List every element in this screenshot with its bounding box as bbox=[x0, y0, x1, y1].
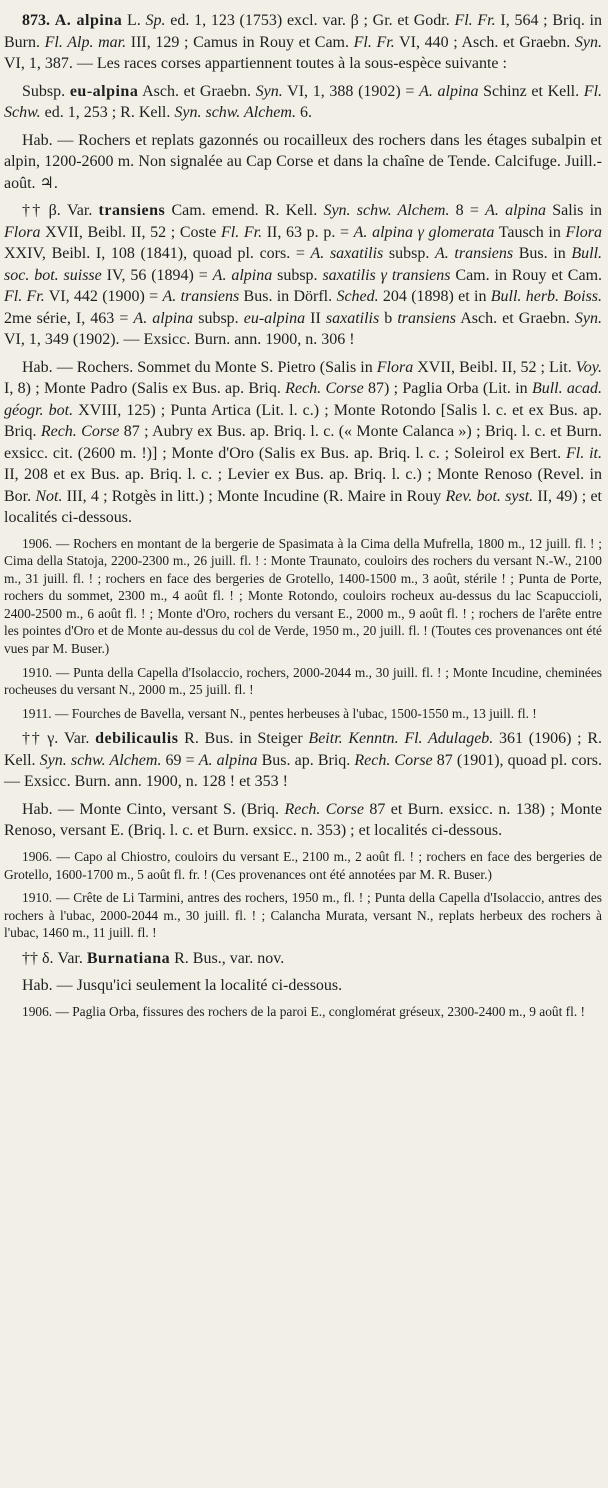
species-name: A. alpina bbox=[54, 12, 123, 29]
variety-beta-transiens: †† β. Var. transiens Cam. emend. R. Kell. Syn. schw. Alchem. 8 = A. alpina Salis in Flora XVII, Beibl. II, 52 ; Coste Fl. Fr. II, 63 p. p. = A. alpina γ glomerata Tausch in Flora XXIV, Beibl. I, 108 (1841), quoad pl. cors. = A. saxatilis subsp. A. transiens Bus. in Bull. soc. bot. suisse IV, 56 (1894) = A. alpina subsp. saxatilis γ transiens Cam. in Rouy et Cam. Fl. Fr. VI, 442 (1900) = A. transiens Bus. in Dörfl. Sched. 204 (1898) et in Bull. herb. Boiss. 2me série, I, 463 = A. alpina subsp. eu-alpina II saxatilis b transiens Asch. et Graebn. Syn. VI, 1, 349 (1902). — Exsicc. Burn. ann. 1900, n. 306 ! bbox=[4, 202, 603, 348]
observation-beta-1906: 1906. — Rochers en montant de la bergerie de Spasimata à la Cima della Mufrella, 1800 m., 12 juill. fl. ! ; Cima della Statoja, 2200-2300 m., 26 juill. fl. ! : Monte Traunato, couloirs des rochers du versant N.-W., 2100 m., 31 juill. fl. ! ; rochers en face des bergeries de Grotello, 1400-1500 m., 3 août, stérile ! ; Punta de Porte, rochers du sommet, 2300 m., 4 août fl. ! ; Monte Rotondo, couloirs rocheux au-dessus du lac Scapuccioli, 2400-2500 m., 6 août fl. ! ; Monte d'Oro, rochers du versant E., 2000 m., 9 août fl. ! ; rochers de l'arête entre les pointes d'Oro et de Monte au-dessus du col de Verde, 1950 m., 20 juill. fl. ! (Toutes ces provenances ont été vues par M. Buser.) bbox=[4, 535, 602, 657]
variety-marker: †† δ. bbox=[22, 949, 54, 967]
entry-873-alpina: 873. A. alpina L. Sp. ed. 1, 123 (1753) excl. var. β ; Gr. et Godr. Fl. Fr. I, 564 ; Briq. in Burn. Fl. Alp. mar. III, 129 ; Camus in Rouy et Cam. Fl. Fr. VI, 440 ; Asch. et Graebn. Syn. VI, 1, 387. — Les races corses appartiennent toutes à la sous-espèce suivante : bbox=[4, 12, 603, 72]
variety-marker: †† β. bbox=[22, 202, 61, 219]
habitat-gamma: Hab. — Monte Cinto, versant S. (Briq. Rech. Corse 87 et Burn. exsicc. n. 138) ; Monte Renoso, versant E. (Briq. l. c. et Burn. exsicc. n. 353) ; et localités ci-dessous. bbox=[4, 800, 603, 840]
variety-name: transiens bbox=[98, 202, 166, 219]
habitat-beta: Hab. — Rochers. Sommet du Monte S. Pietro (Salis in Flora XVII, Beibl. II, 52 ; Lit. Voy. I, 8) ; Monte Padro (Salis ex Bus. ap. Briq. Rech. Corse 87) ; Paglia Orba (Lit. in Bull. acad. géogr. bot. XVIII, 125) ; Punta Artica (Lit. l. c.) ; Monte Rotondo [Salis l. c. et ex Bus. ap. Briq. Rech. Corse 87 ; Aubry ex Bus. ap. Briq. l. c. (« Monte Calanca ») ; Briq. l. c. et Burn. exsicc. cit. (2600 m. !)] ; Monte d'Oro (Salis ex Bus. ap. Briq. l. c. ; Soleirol ex Bert. Fl. it. II, 208 et ex Bus. ap. Briq. l. c. ; Levier ex Bus. ap. Briq. l. c.) ; Monte Renoso (Revel. in Bor. Not. III, 4 ; Rotgès in litt.) ; Monte Incudine (R. Maire in Rouy Rev. bot. syst. II, 49) ; et localités ci-dessous. bbox=[4, 358, 603, 526]
variety-name: Burnatiana bbox=[86, 949, 171, 967]
subspecies-name: eu-alpina bbox=[69, 82, 139, 100]
variety-marker: †† γ. bbox=[22, 730, 59, 748]
observation-beta-1910: 1910. — Punta della Capella d'Isolaccio, rochers, 2000-2044 m., 30 juill. fl. ! ; Monte Incudine, cheminées rocheuses du versant N., 2000 m., 25 juill. fl. ! bbox=[4, 664, 602, 698]
variety-gamma-debilicaulis: †† γ. Var. debilicaulis R. Bus. in Steiger Beitr. Kenntn. Fl. Adulageb. 361 (1906) ; R. Kell. Syn. schw. Alchem. 69 = A. alpina Bus. ap. Briq. Rech. Corse 87 (1901), quoad pl. cors. — Exsicc. Burn. ann. 1900, n. 128 ! et 353 ! bbox=[4, 730, 603, 791]
subspecies-eu-alpina: Subsp. eu-alpina Asch. et Graebn. Syn. VI, 1, 388 (1902) = A. alpina Schinz et Kell. Fl. Schw. ed. 1, 253 ; R. Kell. Syn. schw. Alchem. 6. bbox=[4, 82, 603, 121]
observation-delta-1906: 1906. — Paglia Orba, fissures des rochers de la paroi E., conglomérat gréseux, 2300-2400 m., 9 août fl. ! bbox=[22, 1003, 586, 1019]
habitat-delta: Hab. — Jusqu'ici seulement la localité ci-dessous. bbox=[22, 977, 343, 995]
habitat-subspecies: Hab. — Rochers et replats gazonnés ou rocailleux des rochers dans les étages subalpin et alpin, 1200-2600 m. Non signalée au Cap Corse et dans la chaîne de Tende. Calcifuge. Juill.-août. ♃. bbox=[4, 131, 602, 192]
entry-number: 873. bbox=[22, 12, 50, 29]
observation-gamma-1910: 1910. — Crête de Li Tarmini, antres des rochers, 1950 m., fl. ! ; Punta della Capella d'Isolaccio, antres des rochers à l'ubac, 2000-2044 m., 30 juill. fl. ! ; Calancha Murata, versant N., replats herbeux des rochers à l'ubac, 1460 m., 11 juill. fl. ! bbox=[4, 890, 602, 941]
variety-delta-burnatiana: †† δ. Var. Burnatiana R. Bus., var. nov. bbox=[22, 949, 285, 967]
observation-beta-1911: 1911. — Fourches de Bavella, versant N., pentes herbeuses à l'ubac, 1500-1550 m., 13 juill. fl. ! bbox=[22, 705, 537, 721]
observation-gamma-1906: 1906. — Capo al Chiostro, couloirs du versant E., 2100 m., 2 août fl. ! ; rochers en face des bergeries de Grotello, 1600-1700 m., 5 août fl. fr. ! (Ces provenances ont été annotées par M. R. Buser.) bbox=[4, 848, 602, 882]
variety-name: debilicaulis bbox=[95, 730, 179, 748]
